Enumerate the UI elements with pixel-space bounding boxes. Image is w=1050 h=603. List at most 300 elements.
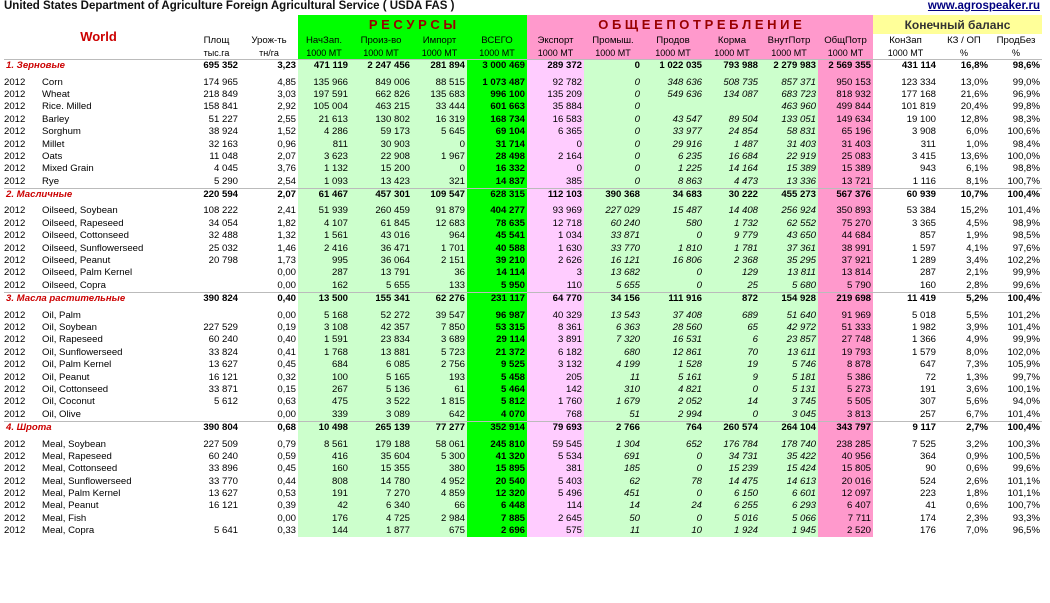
row-value: 5 746 xyxy=(760,359,818,371)
row-commodity: Oil, Soybean xyxy=(42,322,97,333)
row-value: 227 529 xyxy=(203,322,238,333)
group-value: 30 222 xyxy=(704,188,760,201)
row-commodity: Sorghum xyxy=(42,126,81,138)
row-value: 6,1% xyxy=(966,163,988,175)
row-year: 2012 xyxy=(4,359,26,371)
row-value: 3 522 xyxy=(350,396,412,408)
row-value: 1 034 xyxy=(527,230,584,242)
row-year: 2012 xyxy=(4,346,26,358)
group-value: 390 368 xyxy=(584,188,642,201)
table-row xyxy=(4,151,1042,163)
row-value: 0,00 xyxy=(277,408,296,420)
row-value: 37 408 xyxy=(642,309,704,321)
row-value: 857 371 xyxy=(760,76,818,88)
row-value: 8 361 xyxy=(527,322,584,334)
row-value: 13 627 xyxy=(208,359,238,371)
group-value: 628 315 xyxy=(467,188,527,201)
row-value: 13 627 xyxy=(208,488,238,500)
row-value: 92 782 xyxy=(527,76,584,88)
row-value: 12 683 xyxy=(412,218,467,230)
row-value: 7 711 xyxy=(818,513,873,525)
row-value: 1 945 xyxy=(760,525,818,537)
group-value: 34 683 xyxy=(642,188,704,201)
row-value: 1,32 xyxy=(277,230,296,242)
row-value: 2 151 xyxy=(412,255,467,267)
table-row xyxy=(4,242,1042,254)
row-value: 3 132 xyxy=(527,359,584,371)
row-value: 133 051 xyxy=(760,114,818,126)
row-value: 75 270 xyxy=(818,218,873,230)
group-value: 2 279 983 xyxy=(760,60,818,73)
group-value: 100,4% xyxy=(990,188,1042,201)
row-value: 38 991 xyxy=(818,242,873,254)
group-value: 100,4% xyxy=(990,293,1042,306)
group-value: 112 103 xyxy=(527,188,584,201)
table-row xyxy=(4,163,1042,175)
row-value: 99,7% xyxy=(1012,371,1040,383)
row-value: 101 819 xyxy=(901,101,936,113)
row-value: 0,32 xyxy=(277,371,296,383)
group-value: 1 022 035 xyxy=(642,60,704,73)
table-row xyxy=(4,525,1042,537)
row-value: 98,4% xyxy=(1012,138,1040,150)
row-year: 2012 xyxy=(4,383,26,395)
row-value: 21,6% xyxy=(960,88,988,100)
row-value: 21 613 xyxy=(298,114,350,126)
row-value: 14 613 xyxy=(760,476,818,488)
row-value: 14 xyxy=(584,500,642,512)
row-value: 350 893 xyxy=(818,205,873,217)
row-value: 321 xyxy=(412,176,467,189)
row-value: 20,4% xyxy=(960,101,988,113)
row-commodity: Mixed Grain xyxy=(42,163,94,175)
row-value: 1 877 xyxy=(350,525,412,537)
group-value: 9 117 xyxy=(873,421,938,434)
row-year: 2012 xyxy=(4,450,26,462)
group-row xyxy=(4,60,1042,73)
row-value: 14 780 xyxy=(350,476,412,488)
group-value: 34 156 xyxy=(584,293,642,306)
row-value: 101,1% xyxy=(1007,475,1040,487)
group-value: 220 594 xyxy=(193,188,240,201)
row-value: 99,0% xyxy=(1012,76,1040,88)
group-value: 471 119 xyxy=(298,60,350,73)
row-value: 1 366 xyxy=(911,334,936,346)
group-value: 16,8% xyxy=(938,60,990,73)
row-value: 1 630 xyxy=(527,242,584,254)
row-value: 51 640 xyxy=(760,309,818,321)
row-value: 98,8% xyxy=(1012,163,1040,175)
row-value: 3 813 xyxy=(818,409,873,422)
row-value: 2 645 xyxy=(527,513,584,525)
row-value: 0 xyxy=(642,451,704,463)
row-value: 380 xyxy=(412,463,467,475)
row-value: 100,6% xyxy=(1007,126,1040,138)
row-value: 31 714 xyxy=(467,138,527,150)
row-value: 2,55 xyxy=(277,113,296,125)
group-value: 10,7% xyxy=(938,188,990,201)
table-row xyxy=(4,205,1042,217)
row-value: 3 xyxy=(527,267,584,279)
row-value: 35 422 xyxy=(760,451,818,463)
row-value: 404 277 xyxy=(467,205,527,217)
row-value: 43 547 xyxy=(642,114,704,126)
row-value: 69 104 xyxy=(467,126,527,138)
row-value: 11 048 xyxy=(209,150,238,162)
row-value: 3,4% xyxy=(966,255,988,267)
row-value: 6 150 xyxy=(704,488,760,500)
row-value: 0 xyxy=(584,89,642,101)
row-value: 16 121 xyxy=(208,371,238,383)
row-value: 7 270 xyxy=(350,488,412,500)
column-unit: 1000 МТ xyxy=(412,47,467,60)
row-value: 0 xyxy=(412,138,467,150)
row-value: 0 xyxy=(704,409,760,422)
row-value: 6 365 xyxy=(527,126,584,138)
row-value: 310 xyxy=(584,384,642,396)
row-value: 260 459 xyxy=(350,205,412,217)
column-header: Экспорт xyxy=(527,34,584,47)
row-value: 5 505 xyxy=(818,396,873,408)
row-value: 60 240 xyxy=(208,334,238,346)
site-link[interactable]: www.agrospeaker.ru xyxy=(927,0,1040,12)
row-value: 25 083 xyxy=(818,151,873,163)
column-unit: 1000 МТ xyxy=(818,47,873,60)
row-value: 58 831 xyxy=(760,126,818,138)
row-value: 1 116 xyxy=(912,175,936,187)
row-value: 5 641 xyxy=(213,525,238,537)
row-value: 133 xyxy=(412,280,467,293)
row-value: 5 161 xyxy=(642,371,704,383)
row-value: 42 357 xyxy=(350,322,412,334)
table-row xyxy=(4,218,1042,230)
column-header: Импорт xyxy=(412,34,467,47)
row-value: 1 701 xyxy=(412,242,467,254)
row-value: 0 xyxy=(584,126,642,138)
row-value: 3 908 xyxy=(911,126,936,138)
row-value: 16 121 xyxy=(584,255,642,267)
table-row xyxy=(4,126,1042,138)
row-value: 19 100 xyxy=(906,113,936,125)
row-value: 4 107 xyxy=(298,218,350,230)
row-value: 65 196 xyxy=(818,126,873,138)
row-value: 99,6% xyxy=(1012,463,1040,475)
row-value: 0,59 xyxy=(277,450,296,462)
row-value: 176 xyxy=(298,513,350,525)
row-year: 2012 xyxy=(4,230,26,242)
row-value: 60 240 xyxy=(208,450,238,462)
row-value: 25 xyxy=(704,280,760,293)
row-value: 0 xyxy=(527,163,584,175)
group-value: 264 104 xyxy=(760,421,818,434)
table-row xyxy=(4,451,1042,463)
row-value: 108 222 xyxy=(203,205,238,217)
table-row xyxy=(4,114,1042,126)
row-value: 29 114 xyxy=(467,334,527,346)
row-value: 35 295 xyxy=(760,255,818,267)
column-unit: 1000 МТ xyxy=(467,47,527,60)
row-value: 12 861 xyxy=(642,347,704,359)
column-unit: 1000 МТ xyxy=(350,47,412,60)
row-value: 0,45 xyxy=(277,359,296,371)
group-value: 100,4% xyxy=(990,421,1042,434)
group-value: 390 824 xyxy=(193,293,240,306)
row-value: 4,5% xyxy=(966,217,988,229)
row-value: 311 xyxy=(920,138,936,150)
row-value: 0 xyxy=(642,513,704,525)
row-value: 3 089 xyxy=(350,409,412,422)
row-value: 385 xyxy=(527,176,584,189)
table-row xyxy=(4,230,1042,242)
row-value: 99,8% xyxy=(1012,101,1040,113)
row-value: 100,3% xyxy=(1007,438,1040,450)
row-year: 2012 xyxy=(4,475,26,487)
group-value: 10 498 xyxy=(298,421,350,434)
row-year: 2012 xyxy=(4,113,26,125)
row-value: 135 209 xyxy=(527,89,584,101)
row-value: 964 xyxy=(412,230,467,242)
row-value: 31 403 xyxy=(818,138,873,150)
row-value: 5 534 xyxy=(527,451,584,463)
row-value: 96 987 xyxy=(467,309,527,321)
row-commodity: Rice. Milled xyxy=(42,101,92,113)
row-value: 12 097 xyxy=(818,488,873,500)
group-value: 5,2% xyxy=(938,293,990,306)
row-value: 94,0% xyxy=(1012,396,1040,408)
column-header: КонЗап xyxy=(889,34,922,46)
row-commodity: Oil, Coconut xyxy=(42,396,95,408)
row-value: 0,00 xyxy=(277,267,296,279)
group-value: 13 500 xyxy=(298,293,350,306)
row-commodity: Meal, Soybean xyxy=(42,438,106,450)
row-value: 61 xyxy=(412,384,467,396)
row-value: 0 xyxy=(584,151,642,163)
row-value: 53 384 xyxy=(906,205,936,217)
row-value: 11 xyxy=(584,525,642,537)
row-year: 2012 xyxy=(4,463,26,475)
row-value: 0 xyxy=(584,138,642,150)
row-value: 13 811 xyxy=(760,267,818,279)
row-value: 6,7% xyxy=(966,408,988,420)
row-value: 943 xyxy=(919,163,936,175)
row-value: 15 805 xyxy=(818,463,873,475)
report-title: United States Department of Agriculture Foreign Agricultural Service ( USDA FAS ) xyxy=(4,0,455,12)
row-value: 12 718 xyxy=(527,218,584,230)
row-value: 174 xyxy=(919,512,936,524)
row-value: 102,0% xyxy=(1007,346,1040,358)
row-value: 0 xyxy=(584,101,642,113)
row-year: 2012 xyxy=(4,334,26,346)
row-value: 13 611 xyxy=(760,347,818,359)
row-year: 2012 xyxy=(4,101,26,113)
row-commodity: Oil, Cottonseed xyxy=(42,383,109,395)
row-value: 7,0% xyxy=(966,525,988,537)
row-value: 20 540 xyxy=(467,476,527,488)
row-value: 100,7% xyxy=(1007,500,1040,512)
row-value: 176 xyxy=(919,525,936,537)
row-value: 2,8% xyxy=(966,279,988,291)
table-row xyxy=(4,488,1042,500)
row-value: 6 293 xyxy=(760,500,818,512)
row-value: 0,40 xyxy=(277,334,296,346)
row-value: 15 424 xyxy=(760,463,818,475)
row-value: 267 xyxy=(298,384,350,396)
row-value: 179 188 xyxy=(350,438,412,450)
row-value: 683 723 xyxy=(760,89,818,101)
row-value: 3 689 xyxy=(412,334,467,346)
row-value: 2,1% xyxy=(966,267,988,279)
column-unit: 1000 МТ xyxy=(887,48,924,58)
group-name: 1. Зерновые xyxy=(4,60,193,73)
row-value: 6 xyxy=(704,334,760,346)
row-value: 2 984 xyxy=(412,513,467,525)
row-value xyxy=(193,280,240,293)
row-value: 40 588 xyxy=(467,242,527,254)
row-value: 185 xyxy=(584,463,642,475)
row-value: 5 403 xyxy=(527,476,584,488)
row-value: 24 854 xyxy=(704,126,760,138)
row-value: 16 332 xyxy=(467,163,527,175)
column-header: ВнутПотр xyxy=(760,34,818,47)
row-value: 99,9% xyxy=(1012,267,1040,279)
row-value: 32 163 xyxy=(208,138,238,150)
row-value: 160 xyxy=(298,463,350,475)
row-commodity: Meal, Copra xyxy=(42,525,95,537)
row-value: 0 xyxy=(412,163,467,175)
row-value: 2,41 xyxy=(277,205,296,217)
row-value: 2 756 xyxy=(412,359,467,371)
row-value: 7 320 xyxy=(584,334,642,346)
group-value: 352 914 xyxy=(467,421,527,434)
row-value: 1 768 xyxy=(298,347,350,359)
row-value: 174 965 xyxy=(203,76,238,88)
row-value: 135 683 xyxy=(412,89,467,101)
row-value: 197 591 xyxy=(298,89,350,101)
table-row xyxy=(4,476,1042,488)
group-value: 231 117 xyxy=(467,293,527,306)
group-value: 64 770 xyxy=(527,293,584,306)
row-value: 135 966 xyxy=(298,76,350,88)
table-row xyxy=(4,334,1042,346)
row-value: 227 029 xyxy=(584,205,642,217)
row-value: 3,03 xyxy=(277,88,296,100)
table-row xyxy=(4,463,1042,475)
row-value xyxy=(704,101,760,113)
row-value: 2,54 xyxy=(277,175,296,187)
row-value: 995 xyxy=(298,255,350,267)
row-value xyxy=(193,513,240,525)
group-value: 2,7% xyxy=(938,421,990,434)
row-value: 5 136 xyxy=(350,384,412,396)
row-year: 2012 xyxy=(4,242,26,254)
group-value: 3 000 469 xyxy=(467,60,527,73)
row-value: 15 355 xyxy=(350,463,412,475)
row-value: 7 525 xyxy=(911,438,936,450)
row-value: 4 070 xyxy=(467,409,527,422)
row-value: 1 289 xyxy=(911,255,936,267)
table-row xyxy=(4,255,1042,267)
row-value: 1 732 xyxy=(704,218,760,230)
row-value: 4,9% xyxy=(966,334,988,346)
column-header: Площ xyxy=(203,34,230,46)
row-value: 33 770 xyxy=(584,242,642,254)
row-value: 245 810 xyxy=(467,438,527,450)
row-year: 2012 xyxy=(4,76,26,88)
row-value: 129 xyxy=(704,267,760,279)
row-value: 20 016 xyxy=(818,476,873,488)
group-row xyxy=(4,293,1042,306)
row-value: 28 560 xyxy=(642,322,704,334)
row-value: 93 969 xyxy=(527,205,584,217)
row-value: 1 591 xyxy=(298,334,350,346)
row-value: 43 016 xyxy=(350,230,412,242)
table-row xyxy=(4,138,1042,150)
row-value: 51 227 xyxy=(208,113,238,125)
row-value: 14 164 xyxy=(704,163,760,175)
row-value: 647 xyxy=(919,359,936,371)
row-value: 5 165 xyxy=(350,371,412,383)
row-value: 662 826 xyxy=(350,89,412,101)
row-value: 8,0% xyxy=(966,346,988,358)
row-value: 0,33 xyxy=(277,525,296,537)
row-value: 5 018 xyxy=(911,309,936,321)
row-value: 1 093 xyxy=(298,176,350,189)
row-value: 5 066 xyxy=(760,513,818,525)
row-value: 1 760 xyxy=(527,396,584,408)
row-value: 601 663 xyxy=(467,101,527,113)
row-value: 29 916 xyxy=(642,138,704,150)
row-value: 8 863 xyxy=(642,176,704,189)
row-value: 176 784 xyxy=(704,438,760,450)
row-value: 6 363 xyxy=(584,322,642,334)
row-value: 451 xyxy=(584,488,642,500)
row-value: 52 272 xyxy=(350,309,412,321)
row-value: 5 723 xyxy=(412,347,467,359)
row-value: 652 xyxy=(642,438,704,450)
row-value: 100,5% xyxy=(1007,450,1040,462)
row-value: 2 416 xyxy=(298,242,350,254)
row-value: 98,9% xyxy=(1012,217,1040,229)
row-value: 364 xyxy=(919,450,936,462)
row-value: 205 xyxy=(527,371,584,383)
column-header: КЗ / ОП xyxy=(947,34,981,46)
row-value: 691 xyxy=(584,451,642,463)
row-value: 256 924 xyxy=(760,205,818,217)
row-value: 14 475 xyxy=(704,476,760,488)
row-value: 5 131 xyxy=(760,384,818,396)
row-value: 4 725 xyxy=(350,513,412,525)
group-value: 79 693 xyxy=(527,421,584,434)
row-value: 93,3% xyxy=(1012,512,1040,524)
row-value: 475 xyxy=(298,396,350,408)
row-value: 98,3% xyxy=(1012,113,1040,125)
row-value: 4 952 xyxy=(412,476,467,488)
group-value: 390 804 xyxy=(193,421,240,434)
row-value: 21 372 xyxy=(467,347,527,359)
row-value: 6 255 xyxy=(704,500,760,512)
row-value: 0,6% xyxy=(966,463,988,475)
row-value: 32 488 xyxy=(208,230,238,242)
row-commodity: Meal, Palm Kernel xyxy=(42,488,121,500)
row-value: 33 824 xyxy=(208,346,238,358)
row-value: 6,0% xyxy=(966,126,988,138)
row-value: 1 132 xyxy=(298,163,350,175)
group-value: 111 916 xyxy=(642,293,704,306)
row-value: 33 770 xyxy=(208,475,238,487)
column-unit: тн/га xyxy=(259,48,279,58)
row-value: 642 xyxy=(412,409,467,422)
group-value: 343 797 xyxy=(818,421,873,434)
